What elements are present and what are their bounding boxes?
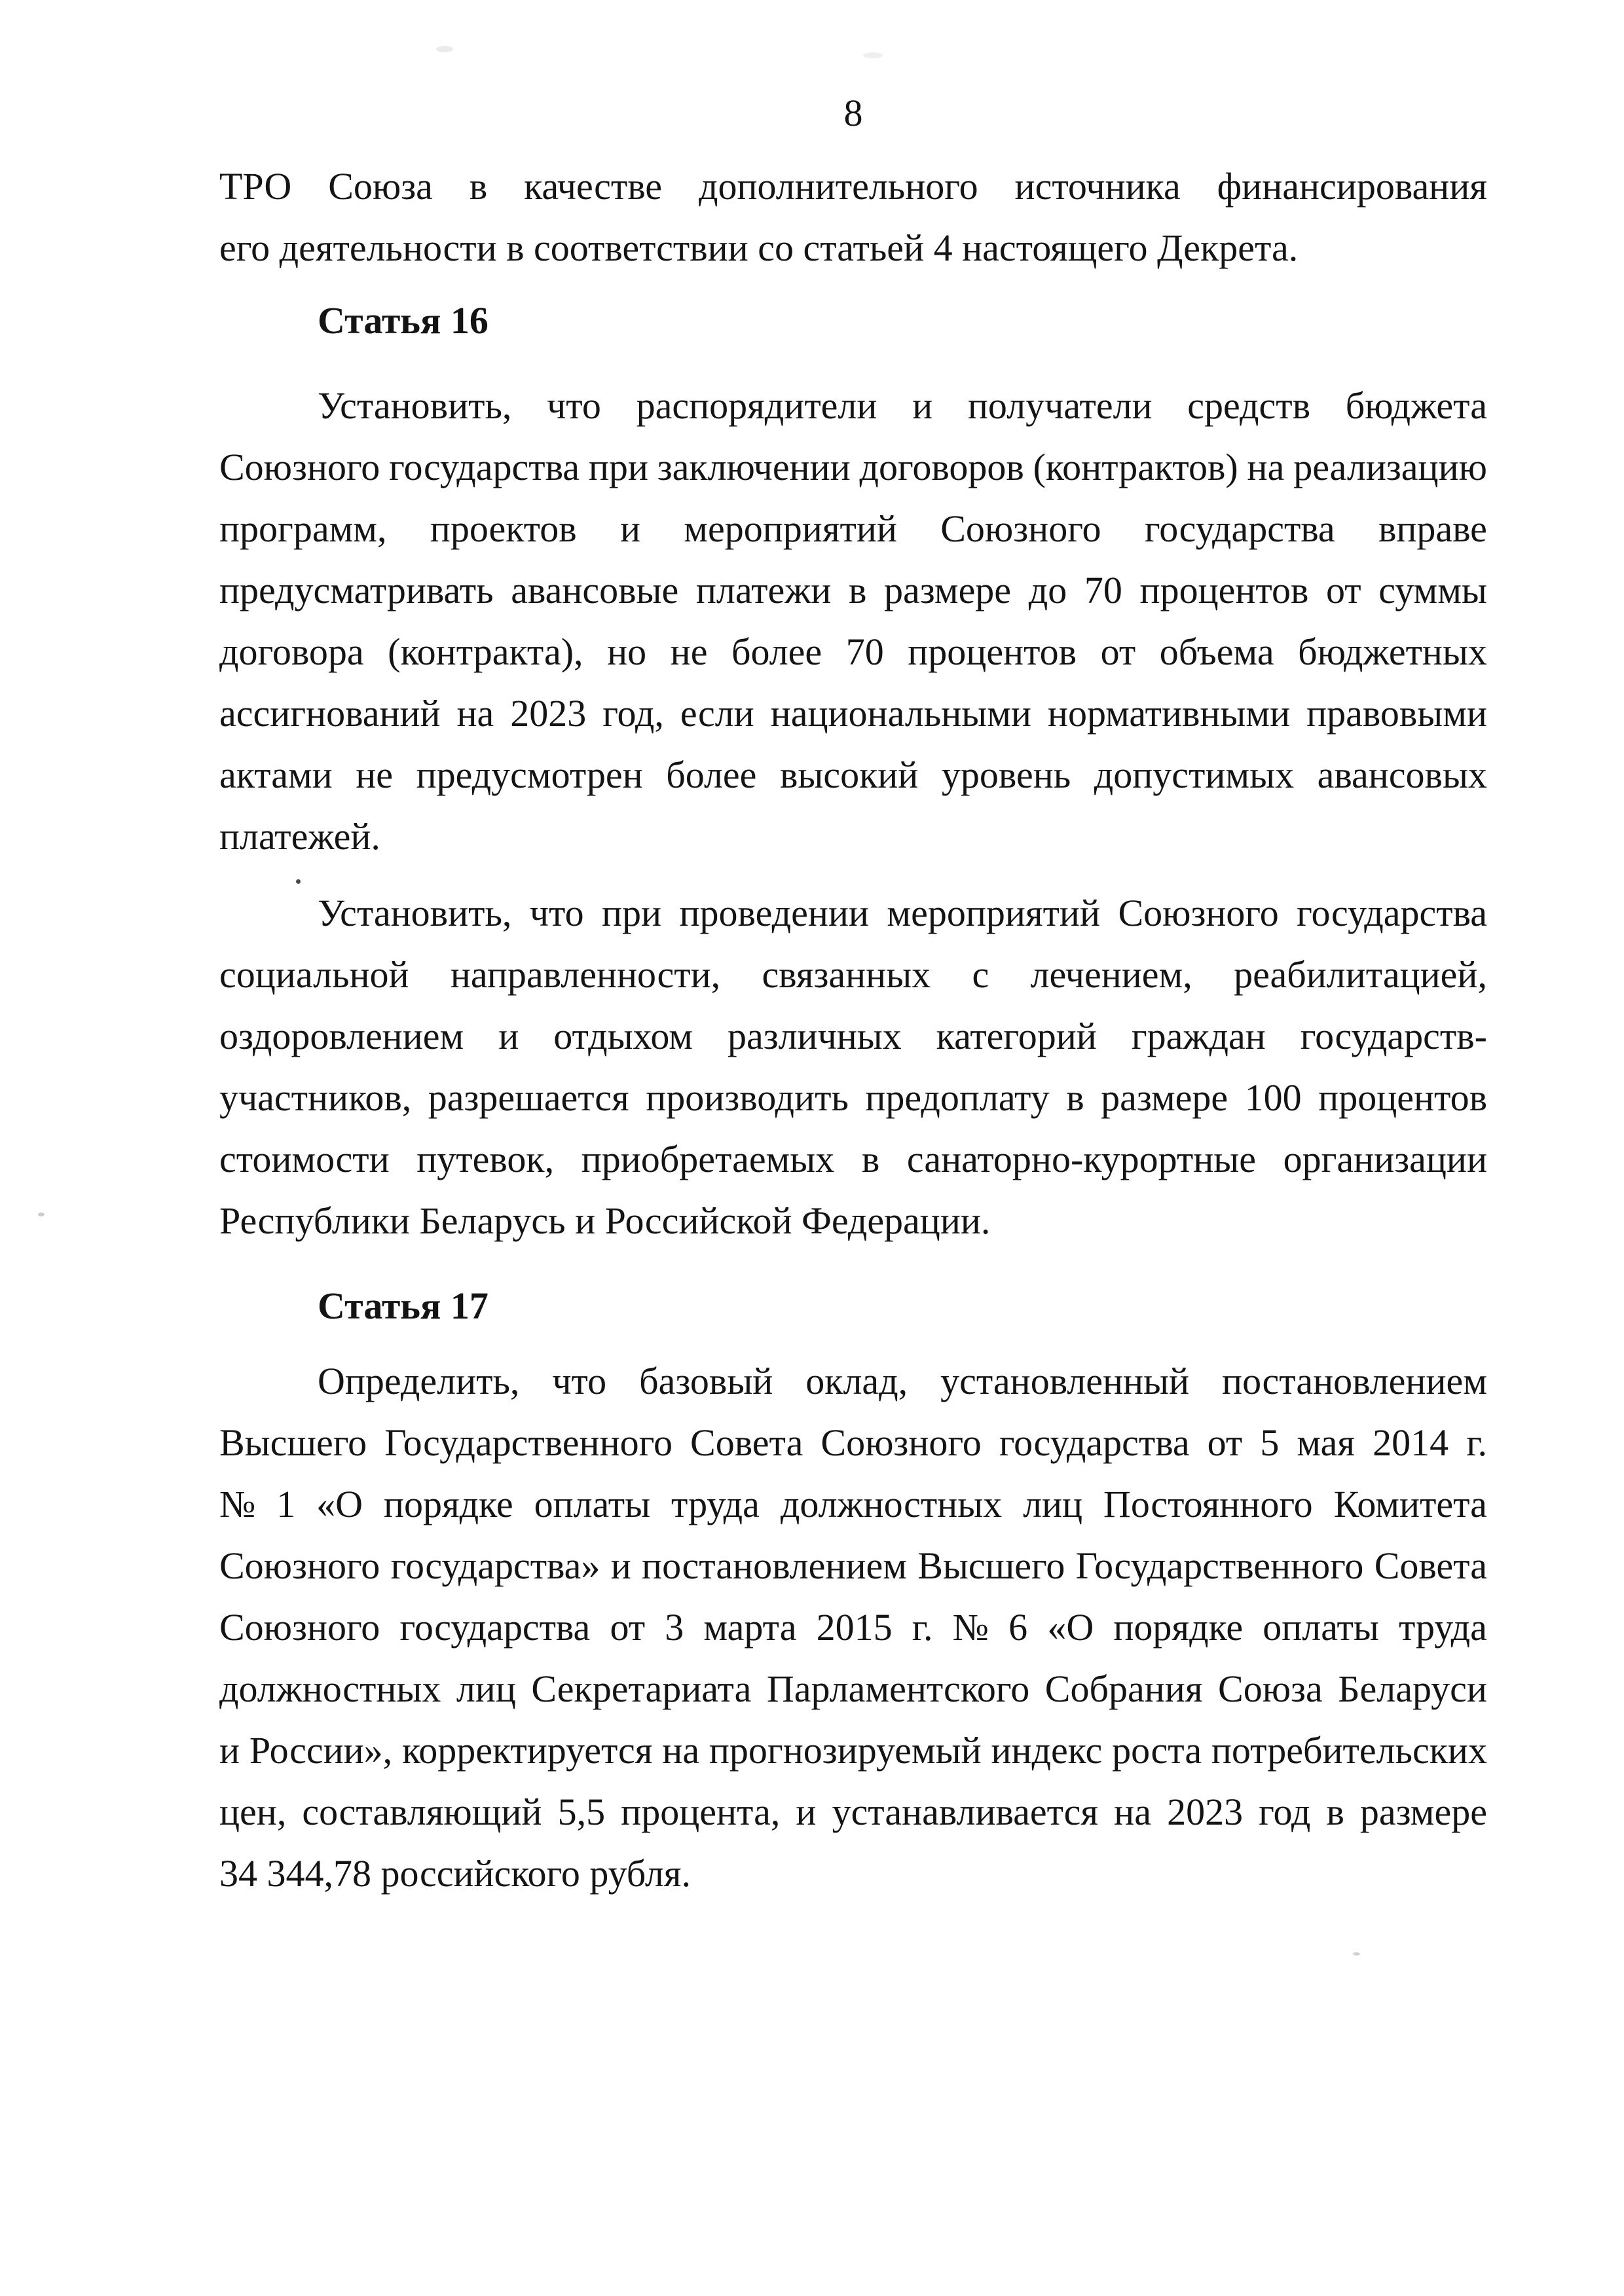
paragraph-line: оздоровлением и отдыхом различных категорий граждан государств- bbox=[219, 1015, 1487, 1057]
paragraph-line: социальной направленности, связанных с лечением, реабилитацией, bbox=[219, 953, 1487, 996]
article-17-paragraph-1 bbox=[219, 1351, 1487, 1904]
paragraph-line: № 1 «О порядке оплаты труда должностных лиц Постоянного Комитета bbox=[219, 1483, 1487, 1525]
article-16-paragraph-1 bbox=[219, 375, 1487, 867]
paragraph-line: Республики Беларусь и Российской Федерации. bbox=[219, 1199, 991, 1242]
intro-paragraph bbox=[219, 156, 1487, 279]
paragraph-line: цен, составляющий 5,5 процента, и устанавливается на 2023 год в размере bbox=[219, 1791, 1487, 1833]
paragraph-line: и России», корректируется на прогнозируемый индекс роста потребительских bbox=[219, 1729, 1487, 1772]
paragraph-line: Высшего Государственного Совета Союзного государства от 5 мая 2014 г. bbox=[219, 1421, 1487, 1464]
paragraph-line: предусматривать авансовые платежи в размере до 70 процентов от суммы bbox=[219, 569, 1487, 611]
paragraph-line: должностных лиц Секретариата Парламентского Собрания Союза Беларуси bbox=[219, 1667, 1487, 1710]
paragraph-line: Союзного государства» и постановлением Высшего Государственного Совета bbox=[219, 1544, 1487, 1587]
page-number: 8 bbox=[843, 92, 863, 134]
paragraph-line: Определить, что базовый оклад, установленный постановлением bbox=[318, 1360, 1487, 1402]
paragraph-line: стоимости путевок, приобретаемых в санаторно-курортные организации bbox=[219, 1138, 1487, 1180]
paragraph-line: Установить, что при проведении мероприятий Союзного государства bbox=[318, 892, 1487, 934]
paragraph-line: участников, разрешается производить предоплату в размере 100 процентов bbox=[219, 1076, 1487, 1119]
paragraph-line: ТРО Союза в качестве дополнительного источника финансирования bbox=[219, 165, 1487, 208]
scan-speck bbox=[38, 1212, 45, 1216]
scan-speck bbox=[296, 879, 301, 884]
scan-smudge bbox=[436, 46, 453, 52]
scan-speck bbox=[1353, 1952, 1360, 1956]
article-17-heading: Статья 17 bbox=[318, 1285, 489, 1327]
paragraph-line: Союзного государства при заключении договоров (контрактов) на реализацию bbox=[219, 446, 1487, 488]
paragraph-line: договора (контракта), но не более 70 процентов от объема бюджетных bbox=[219, 630, 1487, 673]
paragraph-line: 34 344,78 российского рубля. bbox=[219, 1852, 691, 1895]
paragraph-line: Установить, что распорядители и получатели средств бюджета bbox=[318, 384, 1487, 427]
paragraph-line: программ, проектов и мероприятий Союзного государства вправе bbox=[219, 507, 1487, 550]
paragraph-line: его деятельности в соответствии со статьей 4 настоящего Декрета. bbox=[219, 227, 1299, 269]
scan-smudge bbox=[863, 52, 883, 58]
paragraph-line: актами не предусмотрен более высокий уровень допустимых авансовых bbox=[219, 754, 1487, 796]
article-16-heading: Статья 16 bbox=[318, 299, 489, 342]
paragraph-line: платежей. bbox=[219, 815, 380, 858]
article-16-paragraph-2 bbox=[219, 883, 1487, 1252]
paragraph-line: Союзного государства от 3 марта 2015 г. № 6 «О порядке оплаты труда bbox=[219, 1606, 1487, 1649]
paragraph-line: ассигнований на 2023 год, если национальными нормативными правовыми bbox=[219, 692, 1487, 735]
